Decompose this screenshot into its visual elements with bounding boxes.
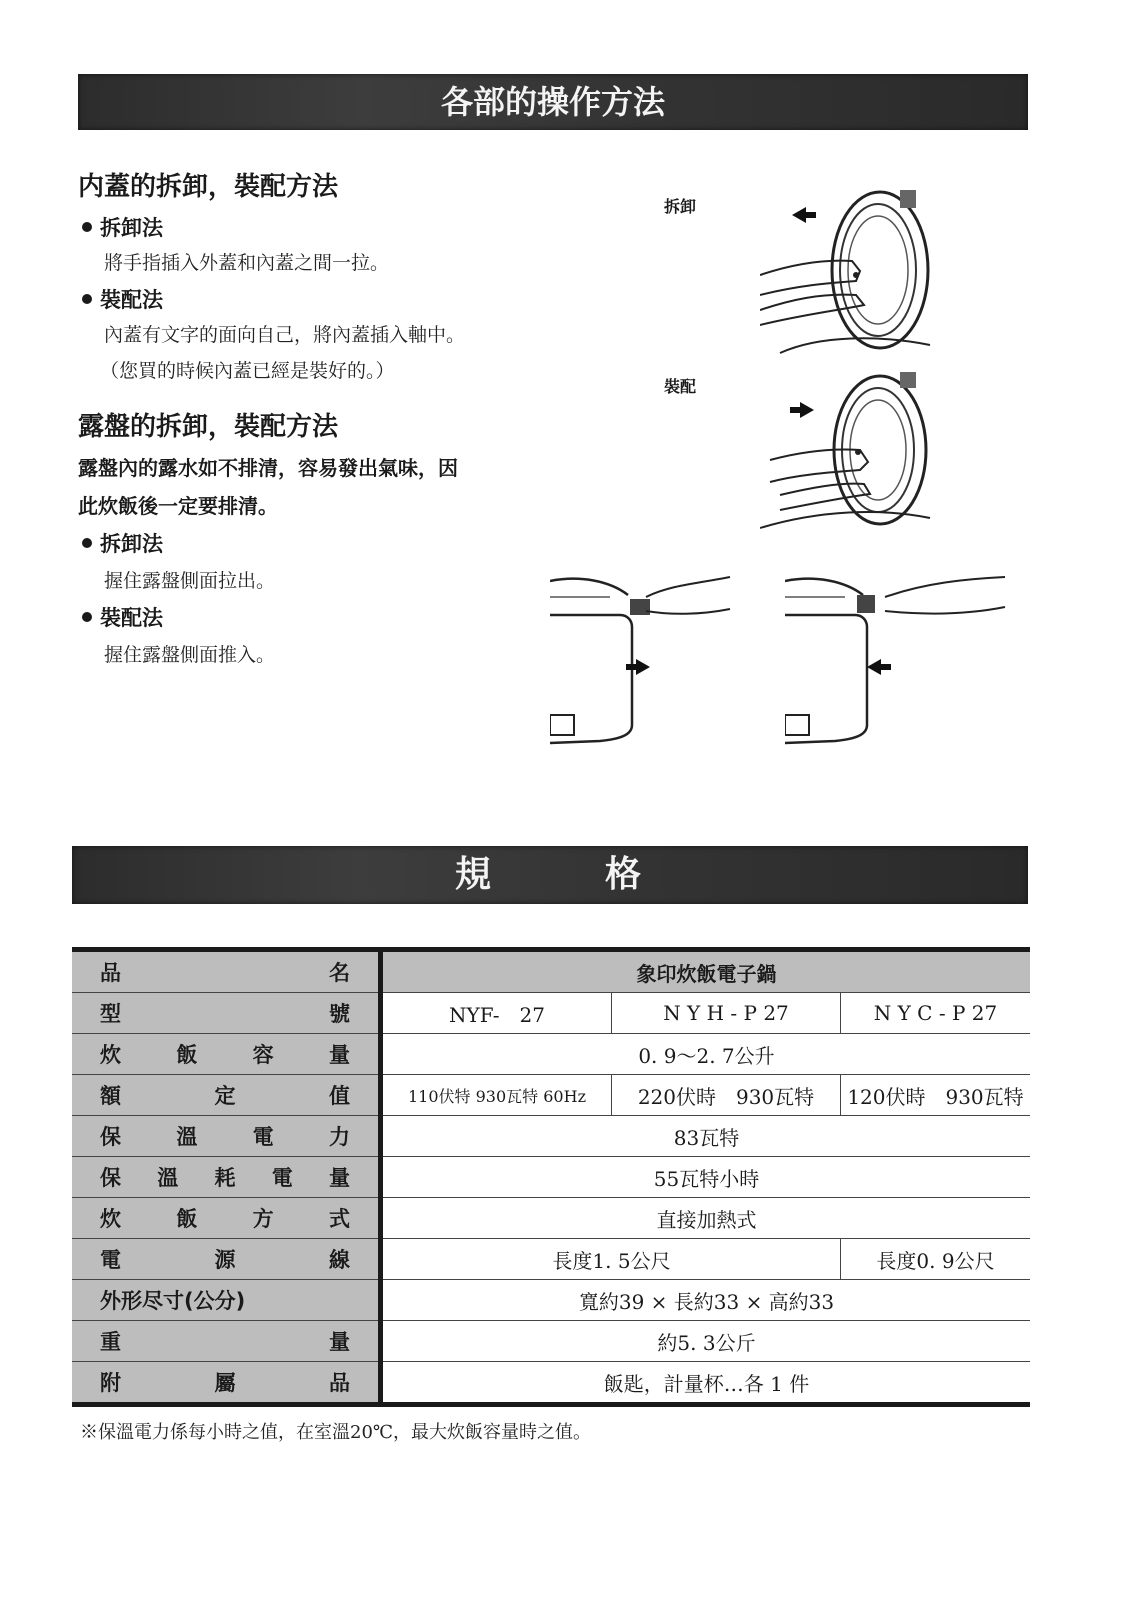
model-nyf: NYF- 27 xyxy=(381,993,612,1034)
lid-remove-label-text: 拆卸法 xyxy=(100,216,163,240)
table-row xyxy=(72,1075,1030,1116)
section-banner-specs xyxy=(72,846,1028,904)
table-row xyxy=(72,1034,1030,1075)
lid-remove-illustration xyxy=(760,185,940,355)
table-row xyxy=(72,1157,1030,1198)
warm-consumption-value: 55瓦特小時 xyxy=(381,1157,1031,1198)
row-label: 外形尽寸(公分) xyxy=(72,1280,381,1321)
rating-nyh: 220伏時 930瓦特 xyxy=(612,1075,841,1116)
lid-assemble-text: 內蓋有文字的面向自己，將內蓋插入軸中。 xyxy=(104,324,466,346)
row-label: 型 號 xyxy=(72,993,381,1034)
arrow-right-icon xyxy=(636,659,650,675)
bullet-icon xyxy=(82,612,92,622)
footnote: ※保溫電力係每小時之值，在室溫20℃，最大炊飯容量時之值。 xyxy=(80,1422,592,1443)
bullet-icon xyxy=(82,538,92,548)
weight-value: 約5. 3公斤 xyxy=(381,1321,1031,1362)
row-label: 炊 飯 方 式 xyxy=(72,1198,381,1239)
row-label: 品 名 xyxy=(72,950,381,993)
tray-remove-text: 握住露盤側面拉出。 xyxy=(104,570,276,592)
arrow-left-icon xyxy=(792,207,806,223)
warm-power-value: 83瓦特 xyxy=(381,1116,1031,1157)
table-row xyxy=(72,1198,1030,1239)
model-nyc: N Y C - P 27 xyxy=(841,993,1031,1034)
method-value: 直接加熱式 xyxy=(381,1198,1031,1239)
table-row xyxy=(72,1239,1030,1280)
capacity-value: 0. 9～2. 7公升 xyxy=(381,1034,1031,1075)
tray-assemble-label xyxy=(82,602,163,632)
arrow-left-icon xyxy=(867,659,881,675)
bullet-icon xyxy=(82,222,92,232)
model-nyh: N Y H - P 27 xyxy=(612,993,841,1034)
lid-remove-label xyxy=(82,212,163,242)
table-row xyxy=(72,1116,1030,1157)
product-name: 象印炊飯電子鍋 xyxy=(381,950,1031,993)
banner-specs-char1: 規 xyxy=(454,854,495,895)
lid-heading: 内蓋的拆卸，裝配方法 xyxy=(78,172,339,202)
lid-assemble-label-text: 裝配法 xyxy=(100,288,163,312)
banner-specs-char2: 格 xyxy=(605,854,646,895)
lid-remove-text: 將手指插入外蓋和內蓋之間一拉。 xyxy=(104,252,390,274)
tray-heading: 露盤的拆卸，裝配方法 xyxy=(78,412,339,442)
row-label: 附 屬 品 xyxy=(72,1362,381,1405)
row-label: 重 量 xyxy=(72,1321,381,1362)
cord-nyc: 長度0. 9公尺 xyxy=(841,1239,1031,1280)
table-row xyxy=(72,1362,1030,1405)
section-banner-operation: 各部的操作方法 xyxy=(78,74,1028,130)
lid-assemble-label xyxy=(82,284,163,314)
tray-remove-illustration xyxy=(550,575,740,755)
figure-label-assemble: 裝配 xyxy=(664,377,697,396)
row-label: 保 溫 耗 電 量 xyxy=(72,1157,381,1198)
spec-table xyxy=(72,947,1030,1407)
lid-assemble-illustration xyxy=(760,370,940,530)
tray-assemble-text: 握住露盤側面推入。 xyxy=(104,644,276,666)
tray-remove-label xyxy=(82,528,163,558)
dimensions-value: 寬約39 × 長約33 × 高約33 xyxy=(381,1280,1031,1321)
tray-remove-label-text: 拆卸法 xyxy=(100,532,163,556)
table-row xyxy=(72,1280,1030,1321)
rating-nyc: 120伏時 930瓦特 xyxy=(841,1075,1031,1116)
row-label: 炊 飯 容 量 xyxy=(72,1034,381,1075)
row-label: 保 溫 電 力 xyxy=(72,1116,381,1157)
tray-warning-line1: 露盤內的露水如不排清，容易發出氣味，因 xyxy=(78,456,458,480)
tray-warning-line2: 此炊飯後一定要排清。 xyxy=(78,494,278,518)
cord-nyf-nyh: 長度1. 5公尺 xyxy=(381,1239,841,1280)
rating-nyf: 110伏特 930瓦特 60Hz xyxy=(381,1075,612,1116)
table-row xyxy=(72,993,1030,1034)
table-row xyxy=(72,950,1030,993)
table-row xyxy=(72,1321,1030,1362)
row-label: 電 源 線 xyxy=(72,1239,381,1280)
lid-assemble-note: （您買的時候內蓋已經是裝好的。） xyxy=(100,360,395,382)
row-label: 額 定 值 xyxy=(72,1075,381,1116)
arrow-right-icon xyxy=(800,402,814,418)
tray-assemble-illustration xyxy=(785,575,1015,755)
accessories-value: 飯匙，計量杯…各 1 件 xyxy=(381,1362,1031,1405)
figure-label-remove: 拆卸 xyxy=(664,197,697,216)
bullet-icon xyxy=(82,294,92,304)
tray-assemble-label-text: 裝配法 xyxy=(100,606,163,630)
